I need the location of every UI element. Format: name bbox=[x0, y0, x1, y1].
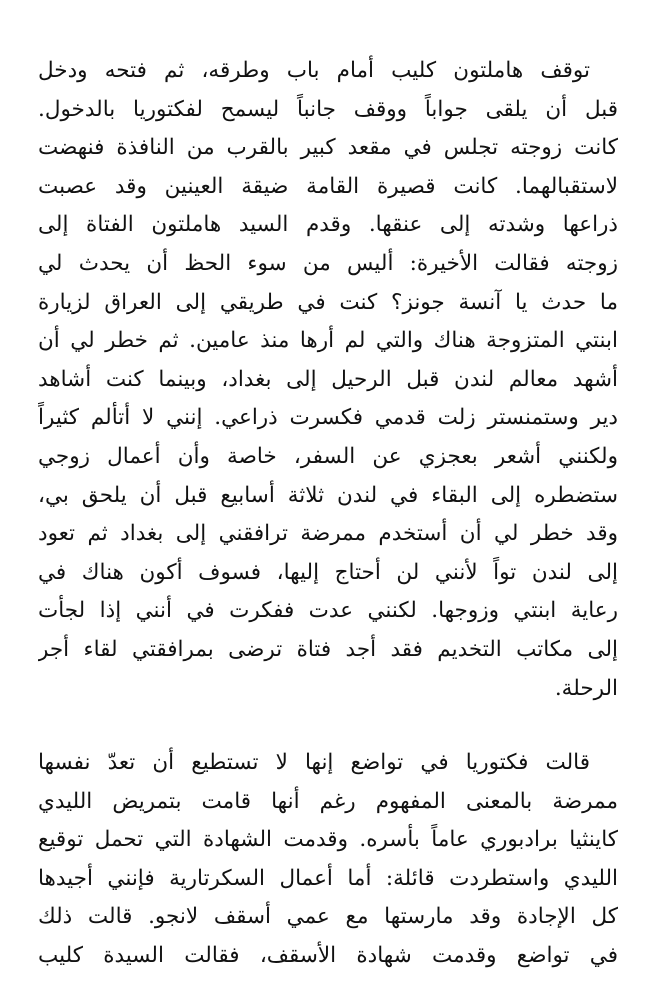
text-line: في تواضع وقدمت شهادة الأسقف، فقالت السيدة كليب bbox=[38, 943, 618, 969]
text-line: الرحلة. bbox=[554, 675, 618, 701]
text-line: ذراعها وشدته إلى عنقها. وقدم السيد هاملتون الفتاة إلى bbox=[38, 212, 618, 238]
text-line: ممرضة بالمعنى المفهوم رغم أنها قامت بتمريض الليدي bbox=[38, 788, 618, 814]
text-line: كاينثيا برادبوري عاماً بأسره. وقدمت الشهادة التي تحمل توقيع bbox=[38, 827, 618, 853]
text-line: دير وستمنستر زلت قدمي فكسرت ذراعي. إنني لا أتألم كثيراً bbox=[38, 405, 618, 431]
text-line: إلى مكاتب التخديم فقد أجد فتاة ترضى بمرافقتي لقاء أجر bbox=[38, 636, 618, 662]
text-line: قبل أن يلقى جواباً ووقف جانباً ليسمح لفكتوريا بالدخول. bbox=[38, 96, 618, 122]
text-line: وقد خطر لي أن أستخدم ممرضة ترافقني إلى بغداد ثم تعود bbox=[38, 521, 618, 547]
book-page bbox=[38, 52, 618, 976]
paragraph-spacer bbox=[38, 708, 618, 744]
text-line: ستضطره إلى البقاء في لندن ثلاثة أسابيع قبل أن يلحق بي، bbox=[38, 482, 618, 508]
text-line: زوجته فقالت الأخيرة: أليس من سوء الحظ أن يحدث لي bbox=[38, 250, 618, 276]
text-line: رعاية ابنتي وزوجها. لكنني عدت ففكرت في أنني إذا لجأت bbox=[38, 598, 618, 624]
text-line: ابنتي المتزوجة هناك والتي لم أرها منذ عامين. ثم خطر لي أن bbox=[38, 328, 618, 354]
text-line: توقف هاملتون كليب أمام باب وطرقه، ثم فتحه ودخل bbox=[38, 58, 590, 83]
text-line: أشهد معالم لندن قبل الرحيل إلى بغداد، وبينما كنت أشاهد bbox=[38, 366, 618, 392]
text-line: لاستقبالهما. كانت قصيرة القامة ضيقة العينين وقد عصبت bbox=[38, 173, 618, 199]
text-line: إلى لندن تواً لأنني لن أحتاج إليها، فسوف أكون هناك في bbox=[38, 559, 618, 585]
paragraph-2 bbox=[38, 744, 618, 976]
text-line: ما حدث يا آنسة جونز؟ كنت في طريقي إلى العراق لزيارة bbox=[38, 289, 618, 315]
text-line: ولكنني أشعر بعجزي عن السفر، خاصة وأن أعمال زوجي bbox=[38, 443, 618, 469]
text-line: كل الإجادة وقد مارستها مع عمي أسقف لانجو. قالت ذلك bbox=[38, 904, 618, 930]
text-line: كانت زوجته تجلس في مقعد كبير بالقرب من النافذة فنهضت bbox=[38, 135, 618, 161]
text-line: الليدي واستطردت قائلة: أما أعمال السكرتارية فإنني أجيدها bbox=[38, 865, 618, 891]
text-line: قالت فكتوريا في تواضع إنها لا تستطيع أن تعدّ نفسها bbox=[38, 750, 590, 776]
paragraph-1 bbox=[38, 52, 618, 708]
